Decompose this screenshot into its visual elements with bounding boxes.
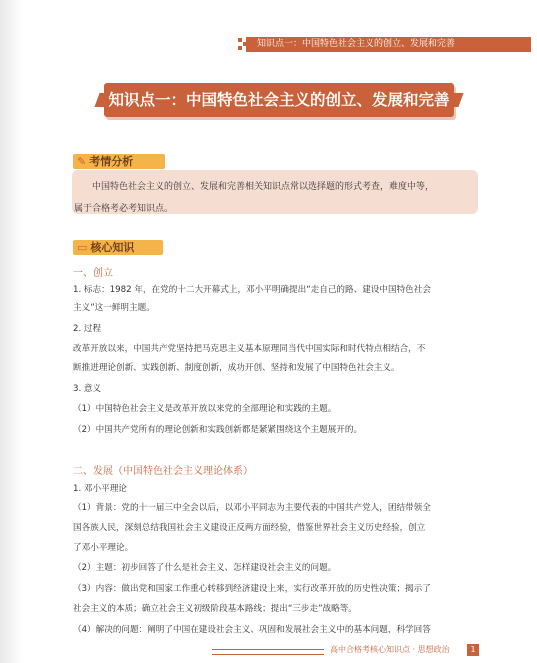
footer-text: 高中合格考核心知识点 · 思想政治 <box>330 645 450 654</box>
text-line: 2. 过程 <box>73 324 102 334</box>
text-line: （3）内容：做出党和国家工作重心转移到经济建设上来，实行改革开放的历史性决策；揭示了 <box>73 584 431 594</box>
text-line: 1. 邓小平理论 <box>73 484 127 494</box>
section-heading-2: 二、发展（中国特色社会主义理论体系） <box>73 466 253 477</box>
text-line: （2）中国共产党所有的理论创新和实践创新都是紧紧围绕这个主题展开的。 <box>73 425 363 435</box>
text-line: （1）背景：党的十一届三中全会以后，以邓小平同志为主要代表的中国共产党人，团结带领全 <box>73 503 431 513</box>
footer-rule <box>212 649 324 655</box>
analysis-text <box>74 176 474 220</box>
pencil-icon: ✎ <box>77 155 87 168</box>
header-banner: 知识点一：中国特色社会主义的创立、发展和完善 <box>246 37 531 52</box>
text-line: （1）中国特色社会主义是改革开放以来党的全部理论和实践的主题。 <box>73 404 337 414</box>
page-number: 1 <box>467 644 479 656</box>
analysis-line-2: 属于合格考必考知识点。 <box>74 204 174 214</box>
text-line: （2）主题：初步回答了什么是社会主义、怎样建设社会主义的问题。 <box>73 563 337 573</box>
text-line: 社会主义的本质；确立社会主义初级阶段基本路线；提出“三步走”战略等。 <box>73 604 357 614</box>
text-line: 3. 意义 <box>73 384 102 394</box>
text-line: 国各族人民，深刻总结我国社会主义建设正反两方面经验，借鉴世界社会主义历史经验，创立 <box>73 523 426 533</box>
core-knowledge-label: 核心知识 <box>90 241 135 254</box>
text-line: 断推进理论创新、实践创新、制度创新，成功开创、坚持和发展了中国特色社会主义。 <box>73 363 400 373</box>
page-gutter-shadow <box>0 0 22 663</box>
text-line: 了邓小平理论。 <box>73 543 134 553</box>
section-heading-1: 一、创立 <box>73 268 113 279</box>
core-knowledge-tab <box>73 240 163 255</box>
analysis-label: 考情分析 <box>89 155 134 168</box>
text-line: 主义”这一鲜明主题。 <box>73 303 155 313</box>
text-line: 改革开放以来，中国共产党坚持把马克思主义基本原理同当代中国实际和时代特点相结合，不 <box>73 344 426 354</box>
text-line: 1. 标志：1982 年，在党的十二大开幕式上，邓小平明确提出“走自己的路、建设中国特色社会 <box>73 285 431 295</box>
book-icon: ▭ <box>77 241 88 254</box>
text-line: （4）解决的问题：阐明了中国在建设社会主义、巩固和发展社会主义中的基本问题，科学回答 <box>73 625 431 635</box>
page-title: 知识点一：中国特色社会主义的创立、发展和完善 <box>104 83 454 117</box>
analysis-line-1: 中国特色社会主义的创立、发展和完善相关知识点常以选择题的形式考查，难度中等， <box>92 182 435 192</box>
analysis-tab <box>73 154 165 169</box>
